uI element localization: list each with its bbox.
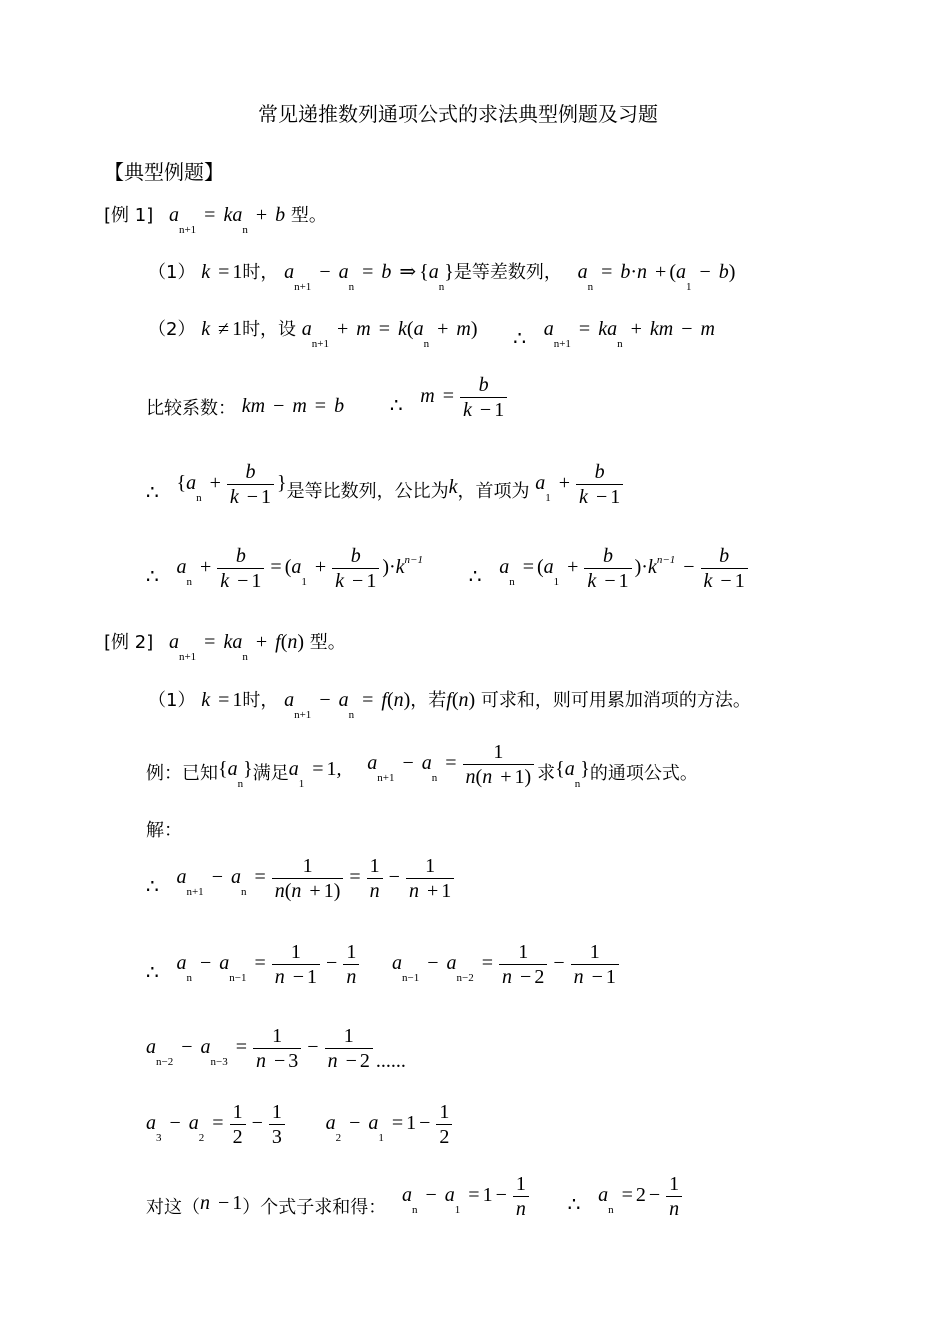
satisfy-text: 满足 — [252, 763, 289, 785]
case-1-number: （1） — [148, 262, 196, 283]
formula-k-not-1: k ≠ 1 — [201, 318, 243, 340]
therefore-symbol: ∴ — [146, 874, 159, 899]
formula-telescoping-4: $a_3 - a_2$ = $\frac{1}{2}$ − $\frac{1}{3}$ — [146, 1112, 288, 1134]
formula-arithmetic-diff: $a_{n+1} - a_n = b$ ⇒ $\{a_n\}$ — [284, 261, 454, 293]
compare-coefficients-label: 比较系数： — [146, 398, 236, 420]
solution-step-4 — [146, 1102, 455, 1147]
formula-k-equals-1: k = 1 — [201, 261, 243, 283]
first-term-text: ，首项为 — [457, 481, 530, 503]
solution-summation-line — [146, 1174, 685, 1219]
formula-telescoping-2: $a_{n-1} - a_{n-2}$ = $\frac{1}{n - 2}$ − $\frac{1}{n - 1}$ — [392, 952, 622, 974]
case-2-line — [148, 318, 715, 350]
example-1-suffix: 型。 — [290, 205, 327, 226]
formula-ratio-k: k — [448, 476, 458, 499]
formula-partial-fraction: $a_{n+1} - a_n$ = $\frac{1}{n(n + 1)}$ = $\frac{1}{n}$ − $\frac{1}{n + 1}$ — [176, 866, 457, 888]
ask-text: 求 — [537, 763, 556, 785]
example-2-label: [例 2] — [104, 632, 154, 653]
formula-expand-m: $a_{n+1} = ka_n$ + km − m — [543, 318, 715, 350]
formula-k-equals-1-b: k = 1 — [201, 689, 243, 711]
case-2-condition-text: 时，设 — [242, 319, 297, 340]
therefore-symbol: ∴ — [513, 326, 526, 350]
formula-an-result-1: $a_n = (a_1$ + $\frac{b}{k - 1}$ )$\cdot k^{n-1}$ − $\frac{b}{k - 1}$ — [499, 556, 751, 578]
formula-an-result-2: $a_n = 2$ − $\frac{1}{n}$ — [598, 1184, 685, 1206]
therefore-symbol: ∴ — [146, 480, 159, 505]
formula-diff-fn: $a_{n+1} - a_n = f(n)$ — [284, 689, 411, 721]
if-text: ，若 — [410, 690, 447, 711]
example-1-label: [例 1] — [104, 205, 154, 226]
therefore-symbol: ∴ — [468, 564, 482, 589]
example-2-case-1-number: （1） — [148, 690, 196, 711]
geometric-formula-line — [146, 546, 751, 591]
page-title: 常见递推数列通项公式的求法典型例题及习题 — [258, 102, 658, 126]
formula-assume-m: $a_{n+1} + m = k(a_n + m)$ — [301, 318, 478, 350]
formula-km-minus-m: km − m = b — [241, 395, 345, 418]
therefore-symbol: ∴ — [389, 393, 403, 418]
formula-recurrence-2: $a_{n+1} = ka_n + f(n)$ — [168, 631, 305, 663]
geometric-sequence-text: 是等比数列，公比为 — [286, 481, 449, 503]
example-1-header — [104, 204, 327, 236]
formula-geometric-seq: {$a_n$ + $\frac{b}{k - 1}$ } — [176, 461, 287, 508]
worked-example-line — [146, 741, 698, 791]
formula-fn: f(n) — [446, 689, 476, 711]
example-2-case-1-cond-text: 时， — [242, 690, 279, 711]
solution-step-2 — [146, 942, 622, 987]
case-1-line — [148, 261, 736, 293]
case-1-condition-text: 时， — [242, 262, 279, 283]
formula-seq-an-2: $\{a_n\}$ — [555, 758, 590, 791]
worked-example-prefix: 例：已知 — [146, 763, 218, 785]
formula-m-value: m = $\frac{b}{k - 1}$ — [420, 385, 510, 407]
therefore-symbol: ∴ — [567, 1192, 581, 1217]
therefore-symbol: ∴ — [146, 564, 159, 589]
formula-seq-an: $\{a_n\}$ — [218, 758, 253, 791]
general-term-text: 的通项公式。 — [589, 763, 698, 785]
formula-sum-result: $a_n - a_1 = 1$ − $\frac{1}{n}$ — [402, 1184, 532, 1206]
formula-telescoping-1: $a_n - a_{n-1}$ = $\frac{1}{n - 1}$ − $\frac{1}{n}$ — [176, 952, 362, 974]
case-2-number: （2） — [148, 319, 196, 340]
formula-recurrence-1: $a_{n+1} = ka_n + b$ — [168, 204, 286, 236]
solution-label: 解： — [146, 820, 182, 841]
example-2-header — [104, 631, 346, 663]
geometric-sequence-line — [146, 462, 626, 507]
formula-n-minus-1: n − 1 — [200, 1192, 243, 1215]
summation-prefix: 对这（ — [146, 1197, 200, 1219]
ellipsis: ...... — [375, 1050, 406, 1073]
compare-coefficients-line — [146, 375, 510, 420]
solution-step-3 — [146, 1026, 406, 1071]
section-heading: 【典型例题】 — [104, 160, 224, 184]
therefore-symbol: ∴ — [146, 960, 159, 985]
case-1-middle-text: 是等差数列， — [453, 262, 562, 283]
example-2-suffix: 型。 — [309, 632, 346, 653]
summation-method-text: 可求和，则可用累加消项的方法。 — [480, 690, 751, 711]
formula-given-diff: $a_{n+1} - a_n$ = $\frac{1}{n(n + 1)}$ — [367, 752, 537, 774]
summation-suffix: ）个式子求和得： — [242, 1197, 387, 1219]
formula-arithmetic-general: $a_n = b\cdot n + (a_1 - b)$ — [577, 261, 736, 293]
formula-telescoping-5: $a_2 - a_1 = 1$ − $\frac{1}{2}$ — [326, 1112, 456, 1134]
formula-first-term: $a_1$ + $\frac{b}{k - 1}$ — [535, 472, 626, 494]
solution-step-1 — [146, 856, 457, 901]
formula-geometric-expression: $a_n$ + $\frac{b}{k - 1}$ = ($a_1$ + $\frac{b}{k - 1}$ )$\cdot k^{n-1}$ — [176, 545, 423, 592]
formula-telescoping-3: $a_{n-2} - a_{n-3}$ = $\frac{1}{n - 3}$ − $\frac{1}{n - 2}$ — [146, 1036, 376, 1058]
formula-a1-equals-1: $a_1 = 1$, — [288, 758, 342, 791]
example-2-case-1-line — [148, 689, 751, 721]
